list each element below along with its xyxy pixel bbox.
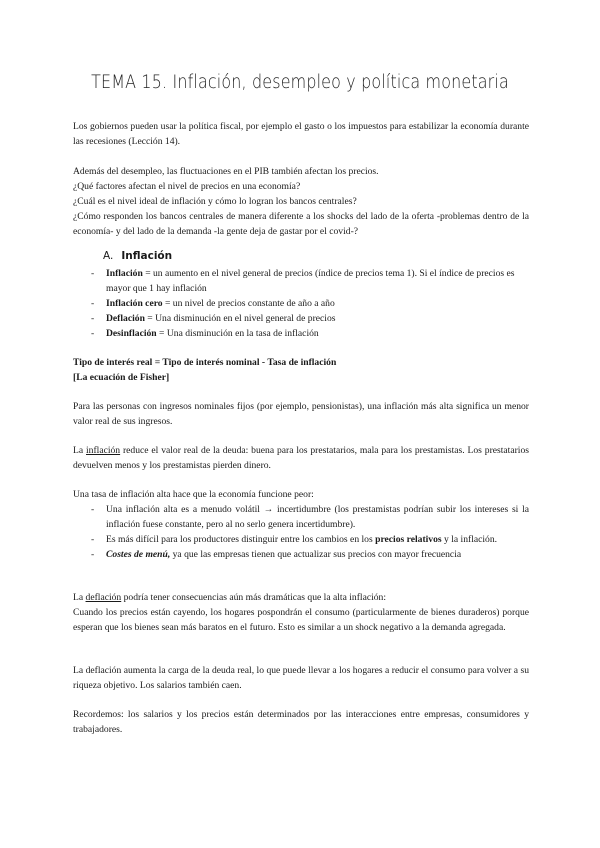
- definition-item: [73, 311, 529, 326]
- fixed-income-paragraph: [73, 399, 529, 429]
- intro-line-2: ¿Qué factores afectan el nivel de precios en una economía?: [73, 181, 301, 192]
- fixed-income-text: Para las personas con ingresos nominales fijos (por ejemplo, pensionistas), una inflación más alta significa un menor valor real de sus ingresos.: [73, 401, 529, 427]
- debt-burden-text: La deflación aumenta la carga de la deuda real, lo que puede llevar a los hogares a reducir el consumo para volver a su riqueza objetivo. Los salarios también caen.: [73, 665, 529, 691]
- item-pre: Es más difícil para los productores distinguir entre los cambios en los: [106, 534, 376, 545]
- definition-text: = un aumento en el nivel general de precios (índice de precios tema 1). Si el índice de precios es mayor que 1 hay inflación: [106, 268, 515, 294]
- deflation-body: Cuando los precios están cayendo, los hogares pospondrán el consumo (particularmente de bienes duraderos) porque esperan que los bienes sean más baratos en el futuro. Esto es similar a un shock negativo a la demanda agregada.: [73, 607, 529, 633]
- debt-text: [73, 443, 529, 473]
- deflation-paragraph: [73, 590, 529, 635]
- fisher-formula: Tipo de interés real = Tipo de interés nominal - Tasa de inflación: [73, 357, 337, 368]
- intro-questions: [73, 164, 529, 239]
- deflation-term: deflación: [85, 592, 122, 603]
- section-letter: A.: [103, 250, 114, 262]
- definitions-list: [73, 266, 529, 341]
- intro-line-1: Además del desempleo, las fluctuaciones en el PIB también afectan los precios.: [73, 166, 379, 177]
- debt-pre: La: [73, 445, 86, 456]
- recall-paragraph: [73, 707, 529, 737]
- menu-costs-term: Costes de menú,: [106, 549, 171, 560]
- debt-burden-paragraph: [73, 663, 529, 693]
- high-inflation-item: [73, 547, 529, 562]
- deflation-pre: La: [73, 592, 86, 603]
- definition-item: [73, 296, 529, 311]
- item-post: y la inflación.: [441, 534, 498, 545]
- debt-paragraph: [73, 443, 529, 473]
- deflation-post: podría tener consecuencias aún más dramáticas que la alta inflación:: [121, 592, 387, 603]
- page-title: TEMA 15. Inflación, desempleo y política monetaria: [91, 72, 509, 93]
- intro-text: Los gobiernos pueden usar la política fiscal, por ejemplo el gasto o los impuestos para estabilizar la economía durante las recesiones (Lección 14).: [73, 121, 529, 147]
- definition-item: [73, 326, 529, 341]
- definition-text: = un nivel de precios constante de año a año: [162, 298, 335, 309]
- fisher-equation: [73, 355, 529, 385]
- intro-line-4: ¿Cómo responden los bancos centrales de manera diferente a los shocks del lado de la oferta -problemas dentro de la economía- y del lado de la demanda -la gente deja de gastar por el covid-?: [73, 211, 529, 237]
- relative-prices-term: precios relativos: [375, 534, 442, 545]
- high-inflation-item: - Una inflación alta es a menudo volátil → incertidumbre (los prestamistas podrían subir los intereses si la inflación fuese constante, pero al no serlo genera incertidumbre).: [73, 502, 529, 532]
- recall-text: Recordemos: los salarios y los precios están determinados por las interacciones entre empresas, consumidores y trabajadores.: [73, 709, 529, 735]
- intro-paragraph: [73, 119, 529, 149]
- deflation-intro: [73, 590, 529, 605]
- definition-term: Inflación cero: [106, 298, 163, 309]
- definition-term: Inflación: [106, 268, 143, 279]
- definition-item: [73, 266, 529, 296]
- high-inflation-item: [73, 532, 529, 547]
- intro-line-3: ¿Cuál es el nivel ideal de inflación y cómo lo logran los bancos centrales?: [73, 196, 357, 207]
- section-title: Inflación: [121, 250, 173, 262]
- definition-term: Desinflación: [106, 328, 157, 339]
- definition-term: Deflación: [106, 313, 145, 324]
- inflation-term: inflación: [86, 445, 121, 456]
- fisher-label: [La ecuación de Fisher]: [73, 372, 170, 383]
- definition-text: = Una disminución en el nivel general de precios: [144, 313, 336, 324]
- debt-post: reduce el valor real de la deuda: buena para los prestatarios, mala para los prestamistas. Los prestatarios devuelven menos y los prestamistas pierden dinero.: [73, 445, 529, 471]
- item-post: ya que las empresas tienen que actualizar sus precios con mayor frecuencia: [170, 549, 462, 560]
- section-a-heading: [103, 250, 172, 262]
- high-inflation-section: [73, 487, 529, 562]
- definition-text: = Una disminución en la tasa de inflación: [156, 328, 319, 339]
- high-inflation-intro: Una tasa de inflación alta hace que la economía funcione peor:: [73, 489, 314, 500]
